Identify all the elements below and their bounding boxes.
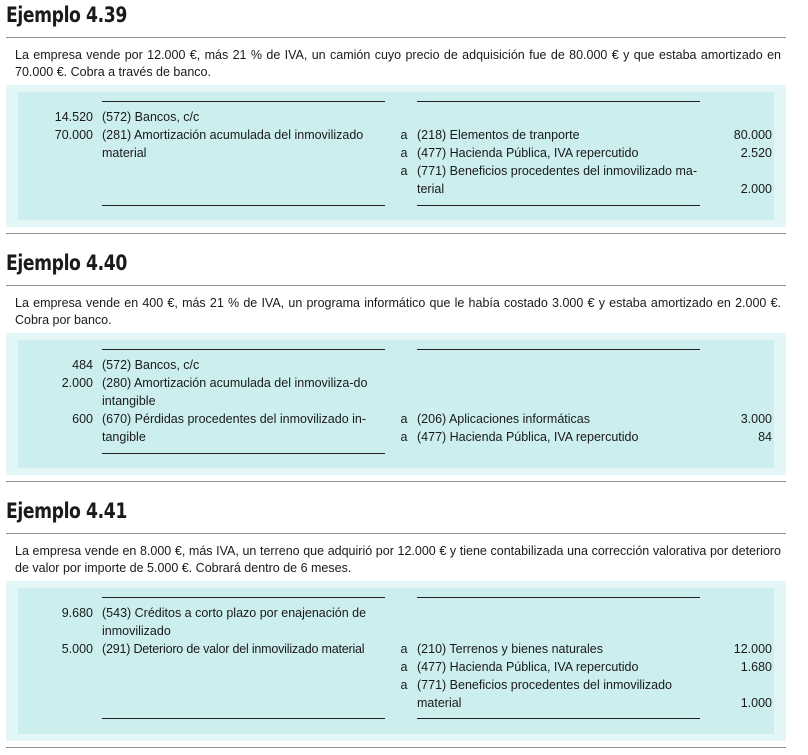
credit-account: material xyxy=(417,696,462,710)
a-connector: a xyxy=(400,146,408,160)
a-connector: a xyxy=(400,164,408,178)
credit-amount: 1.000 xyxy=(740,696,772,710)
example-statement: La empresa vende por 12.000 €, más 21 % de IVA, un camión cuyo precio de adquisición fue de 80.000 € y que estaba amortizado en 70.000 €. Cobra a través de banco. xyxy=(15,48,781,79)
a-connector: a xyxy=(400,678,408,692)
credit-amount: 84 xyxy=(758,430,772,444)
example-4-40 xyxy=(0,248,808,483)
debit-amount: 2.000 xyxy=(61,376,93,390)
debit-amount: 484 xyxy=(72,358,93,372)
debit-account: inmovilizado xyxy=(102,624,171,638)
credit-top-rule xyxy=(417,349,700,350)
example-4-41 xyxy=(0,496,808,755)
debit-account: (670) Pérdidas procedentes del inmovilizado in- xyxy=(102,412,367,426)
journal-entry-panel xyxy=(18,92,774,220)
example-bottom-rule xyxy=(6,747,786,748)
journal-entry-panel xyxy=(18,340,774,468)
example-statement: La empresa vende en 400 €, más 21 % de IVA, un programa informático que le había costado 3.000 € y estaba amortizado en 2.000 €. Cobra por banco. xyxy=(15,296,781,327)
example-4-39 xyxy=(0,0,808,235)
credit-amount: 80.000 xyxy=(733,128,772,142)
debit-bottom-rule xyxy=(102,453,385,454)
debit-account: (280) Amortización acumulada del inmoviliza-do xyxy=(102,376,368,390)
debit-top-rule xyxy=(102,101,385,102)
credit-amount: 3.000 xyxy=(740,412,772,426)
credit-account: (206) Aplicaciones informáticas xyxy=(417,412,590,426)
journal-entry-box xyxy=(6,85,786,227)
journal-entry-panel xyxy=(18,588,774,734)
debit-bottom-rule xyxy=(102,205,385,206)
debit-top-rule xyxy=(102,349,385,350)
debit-account: (291) Deterioro de valor del inmovilizado material xyxy=(102,642,365,656)
a-connector: a xyxy=(400,430,408,444)
debit-bottom-rule xyxy=(102,718,385,719)
a-connector: a xyxy=(400,128,408,142)
debit-amount: 9.680 xyxy=(61,606,93,620)
debit-amount: 70.000 xyxy=(54,128,93,142)
example-title: Ejemplo 4.40 xyxy=(6,251,127,275)
credit-bottom-rule xyxy=(417,205,700,206)
credit-account: (771) Beneficios procedentes del inmovilizado xyxy=(417,678,673,692)
debit-account: (543) Créditos a corto plazo por enajenación de xyxy=(102,606,367,620)
credit-account: terial xyxy=(417,182,445,196)
journal-entry-box xyxy=(6,581,786,741)
debit-account: tangible xyxy=(102,430,146,444)
example-bottom-rule xyxy=(6,481,786,482)
debit-account: (572) Bancos, c/c xyxy=(102,110,200,124)
credit-account: (210) Terrenos y bienes naturales xyxy=(417,642,603,656)
credit-top-rule xyxy=(417,101,700,102)
debit-account: (572) Bancos, c/c xyxy=(102,358,200,372)
debit-account: (281) Amortización acumulada del inmovilizado xyxy=(102,128,364,142)
debit-account: material xyxy=(102,146,147,160)
credit-account: (477) Hacienda Pública, IVA repercutido xyxy=(417,430,639,444)
example-title: Ejemplo 4.41 xyxy=(6,499,127,523)
credit-amount: 2.000 xyxy=(740,182,772,196)
debit-top-rule xyxy=(102,597,385,598)
credit-account: (218) Elementos de tranporte xyxy=(417,128,580,142)
title-rule xyxy=(6,37,786,38)
title-rule xyxy=(6,285,786,286)
debit-amount: 14.520 xyxy=(54,110,93,124)
debit-amount: 600 xyxy=(72,412,93,426)
debit-account: intangible xyxy=(102,394,156,408)
a-connector: a xyxy=(400,660,408,674)
title-rule xyxy=(6,533,786,534)
credit-amount: 1.680 xyxy=(740,660,772,674)
credit-account: (477) Hacienda Pública, IVA repercutido xyxy=(417,660,639,674)
credit-bottom-rule xyxy=(417,718,700,719)
credit-account: (771) Beneficios procedentes del inmovilizado ma- xyxy=(417,164,698,178)
a-connector: a xyxy=(400,412,408,426)
journal-entry-box xyxy=(6,333,786,475)
example-statement: La empresa vende en 8.000 €, más IVA, un terreno que adquirió por 12.000 € y tiene contabilizada una corrección valorativa por deterioro de valor por importe de 5.000 €. Cobrará dentro de 6 meses. xyxy=(15,544,781,575)
credit-top-rule xyxy=(417,597,700,598)
example-bottom-rule xyxy=(6,233,786,234)
credit-amount: 12.000 xyxy=(733,642,772,656)
credit-account: (477) Hacienda Pública, IVA repercutido xyxy=(417,146,639,160)
credit-amount: 2.520 xyxy=(740,146,772,160)
example-title: Ejemplo 4.39 xyxy=(6,3,127,27)
a-connector: a xyxy=(400,642,408,656)
debit-amount: 5.000 xyxy=(61,642,93,656)
